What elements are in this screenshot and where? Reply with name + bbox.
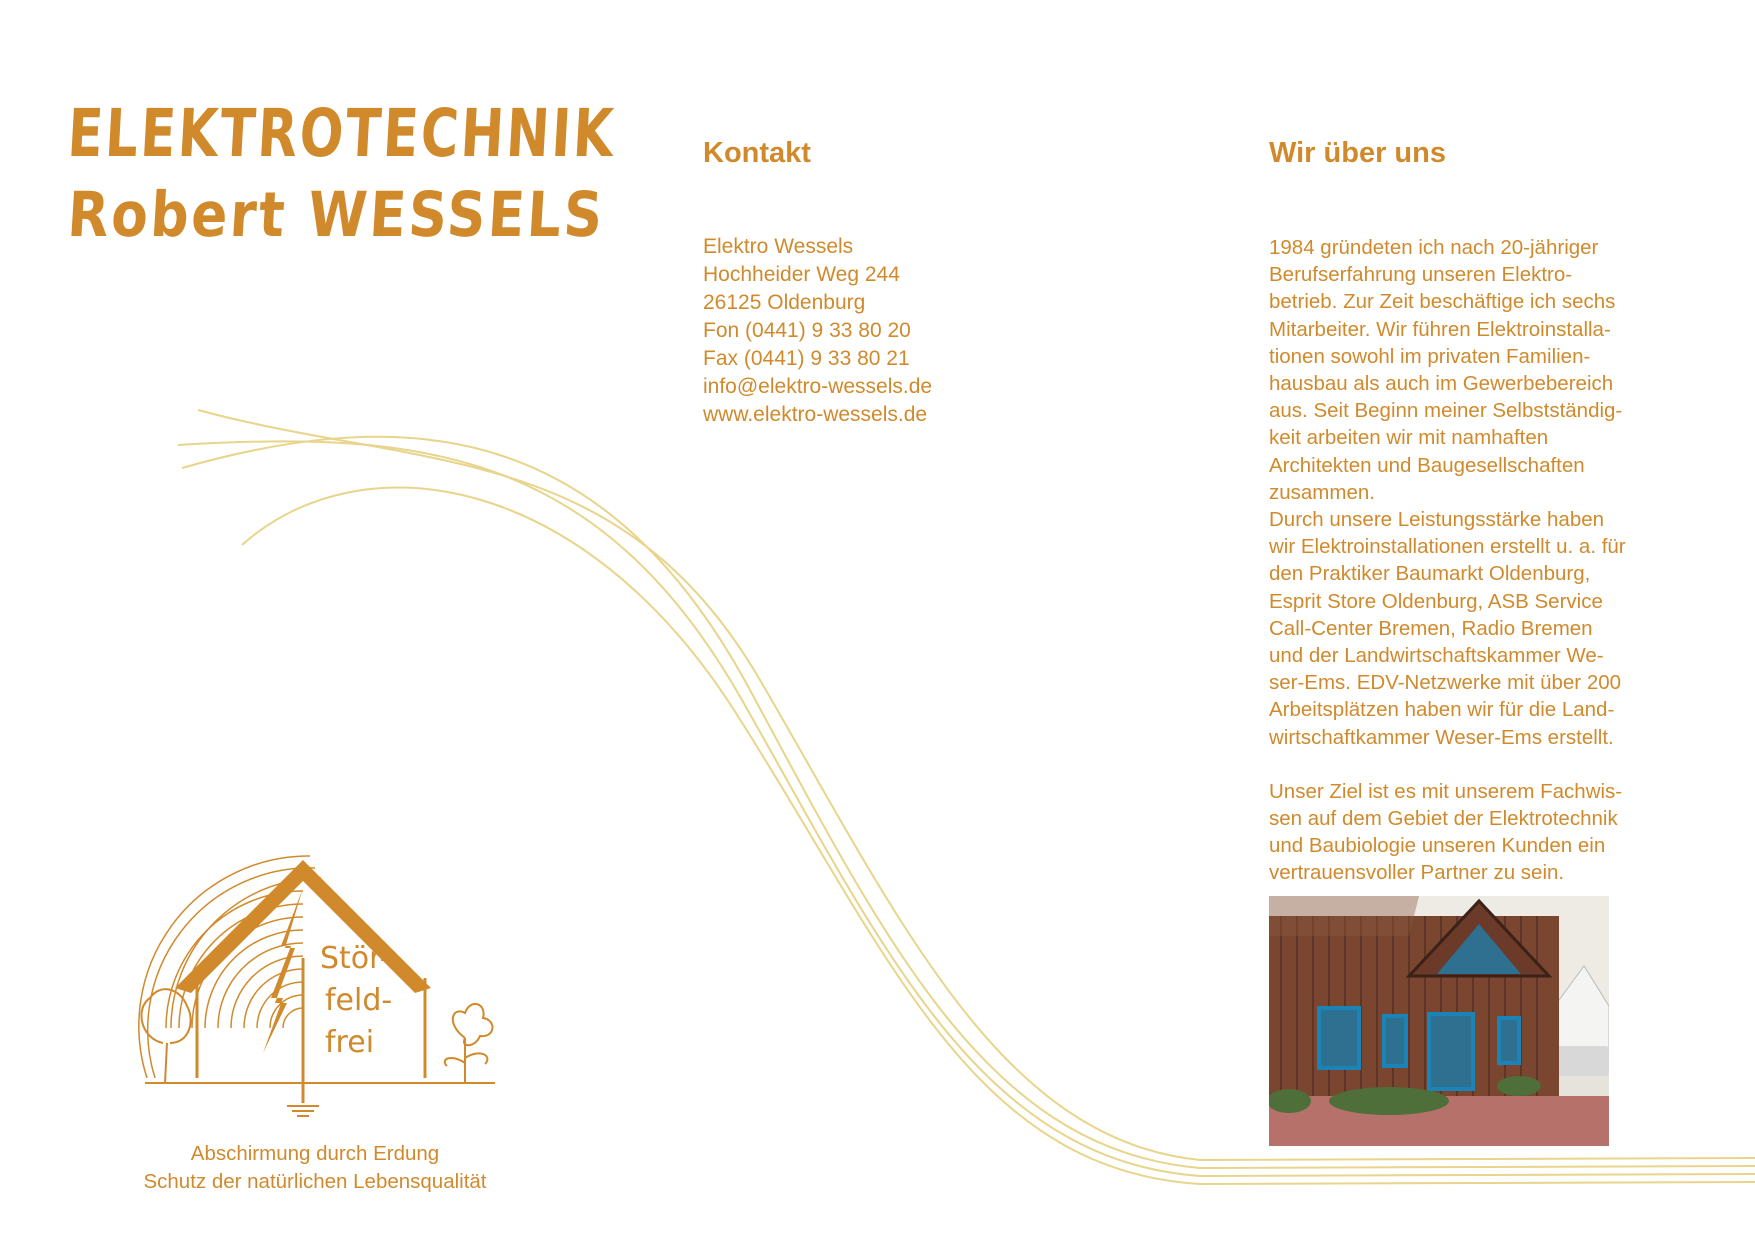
about-line: keit arbeiten wir mit namhaften	[1269, 426, 1549, 450]
house-text-line3: frei	[325, 1025, 375, 1060]
paragraph-gap	[1269, 751, 1626, 778]
about-line: Durch unsere Leistungsstärke haben	[1269, 508, 1605, 532]
building-photo-icon	[1269, 896, 1609, 1146]
emblem-caption	[110, 1140, 520, 1196]
caption-line1: Abschirmung durch Erdung	[190, 1142, 440, 1165]
kontakt-heading: Kontakt	[703, 137, 811, 169]
contact-block	[703, 233, 932, 429]
about-line: sen auf dem Gebiet der Elektrotechnik	[1269, 807, 1618, 831]
about-line: und der Landwirtschaftskammer We-	[1269, 644, 1604, 668]
house-text-line2: feld-	[325, 983, 393, 1018]
about-line: wirtschaftkammer Weser-Ems erstellt.	[1269, 725, 1614, 749]
house-text-line1: Stör-	[320, 941, 391, 976]
about-line: Architekten und Baugesellschaften	[1269, 453, 1585, 477]
contact-website-link[interactable]: www.elektro-wessels.de	[703, 403, 928, 426]
contact-phone: Fon (0441) 9 33 80 20	[703, 319, 911, 342]
about-line: Berufserfahrung unseren Elektro-	[1269, 263, 1573, 287]
contact-street: Hochheider Weg 244	[703, 263, 900, 286]
about-line: Call-Center Bremen, Radio Bremen	[1269, 616, 1593, 640]
about-line: hausbau als auch im Gewerbebereich	[1269, 372, 1614, 396]
about-line: aus. Seit Beginn meiner Selbstständig-	[1269, 399, 1623, 423]
about-line: zusammen.	[1269, 480, 1375, 504]
about-line: den Praktiker Baumarkt Oldenburg,	[1269, 562, 1591, 586]
contact-company: Elektro Wessels	[703, 235, 854, 258]
contact-email-link[interactable]: info@elektro-wessels.de	[703, 375, 933, 398]
about-heading: Wir über uns	[1269, 137, 1446, 169]
about-line: und Baubiologie unseren Kunden ein	[1269, 834, 1606, 858]
about-line: Unser Ziel ist es mit unserem Fachwis-	[1269, 779, 1623, 803]
about-line: vertrauensvoller Partner zu sein.	[1269, 861, 1565, 885]
company-logo-line2: Robert WESSELS	[65, 178, 607, 251]
about-line: betrieb. Zur Zeit beschäftige ich sechs	[1269, 290, 1616, 314]
building-photo	[1269, 896, 1609, 1146]
stoerfeld-frei-emblem	[135, 848, 505, 1118]
about-line: Arbeitsplätzen haben wir für die Land-	[1269, 698, 1615, 722]
about-text-block	[1269, 234, 1626, 887]
contact-fax: Fax (0441) 9 33 80 21	[703, 347, 910, 370]
caption-line2: Schutz der natürlichen Lebensqualität	[143, 1170, 487, 1193]
about-line: wir Elektroinstallationen erstellt u. a. für	[1269, 535, 1626, 559]
about-line: 1984 gründeten ich nach 20-jähriger	[1269, 236, 1599, 259]
company-logo-line1: ELEKTROTECHNIK	[65, 95, 618, 172]
about-line: Esprit Store Oldenburg, ASB Service	[1269, 589, 1603, 613]
contact-city: 26125 Oldenburg	[703, 291, 866, 314]
about-line: Mitarbeiter. Wir führen Elektroinstalla-	[1269, 317, 1611, 341]
about-line: ser-Ems. EDV-Netzwerke mit über 200	[1269, 671, 1622, 695]
about-line: tionen sowohl im privaten Familien-	[1269, 344, 1591, 368]
